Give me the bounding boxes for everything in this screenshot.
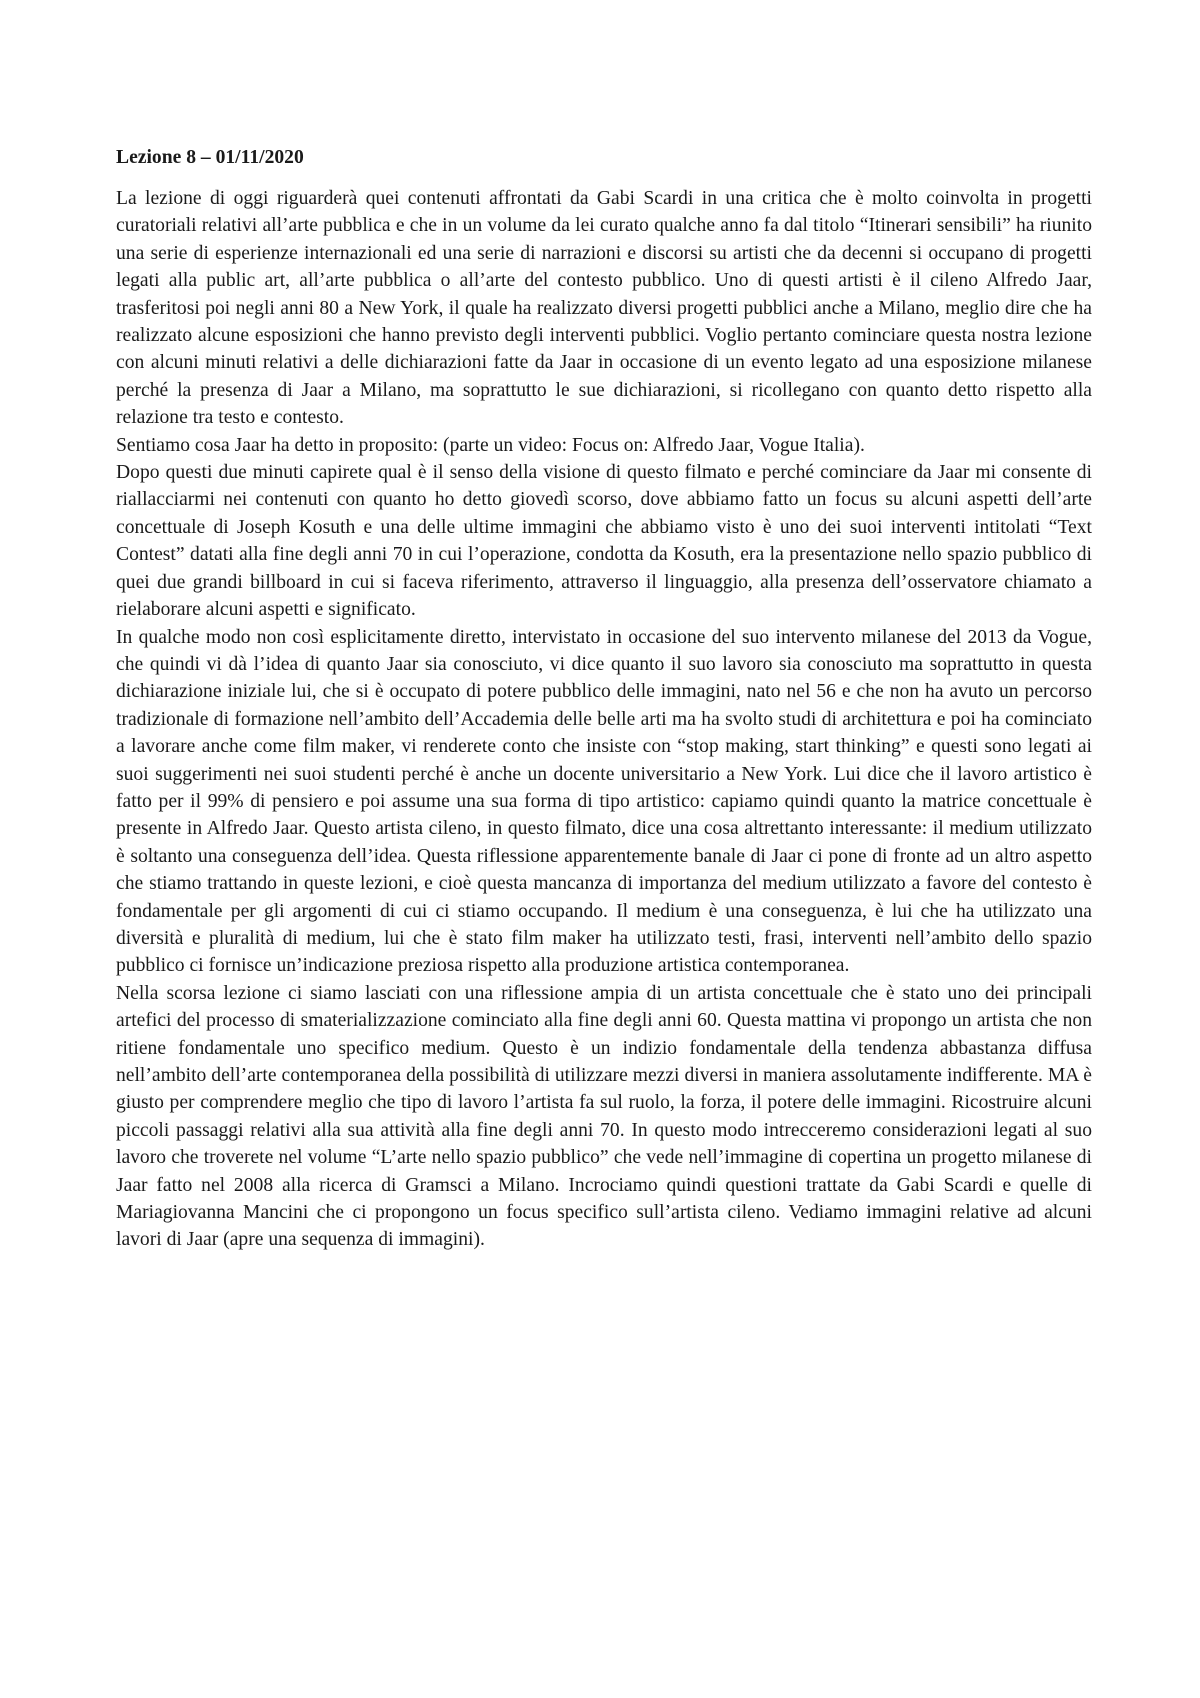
- paragraph-kosuth: Dopo questi due minuti capirete qual è il senso della visione di questo filmato e perché cominciare da Jaar mi consente di riallacciarmi nei contenuti con quanto ho detto giovedì scorso, dove abbiamo fatto un focus su alcuni aspetti dell’arte concettuale di Joseph Kosuth e una delle ultime immagini che abbiamo visto è uno dei suoi interventi intitolati “Text Contest” datati alla fine degli anni 70 in cui l’operazione, condotta da Kosuth, era la presentazione nello spazio pubblico di quei due grandi billboard in cui si faceva riferimento, attraverso il linguaggio, alla presenza dell’osservatore chiamato a rielaborare alcuni aspetti e significato.: [116, 462, 1092, 621]
- paragraph-video-note: Sentiamo cosa Jaar ha detto in proposito: (parte un video: Focus on: Alfredo Jaar, Vogue Italia).: [116, 434, 865, 456]
- document-body: [116, 144, 1092, 1254]
- paragraph-intro: La lezione di oggi riguarderà quei contenuti affrontati da Gabi Scardi in una critica che è molto coinvolta in progetti curatoriali relativi all’arte pubblica e che in un volume da lei curato qualche anno fa dal titolo “Itinerari sensibili” ha riunito una serie di esperienze internazionali ed una serie di narrazioni e discorsi su artisti che da decenni si occupano di progetti legati alla public art, all’arte pubblica o all’arte del contesto pubblico. Uno di questi artisti è il cileno Alfredo Jaar, trasferitosi poi negli anni 80 a New York, il quale ha realizzato diversi progetti pubblici anche a Milano, meglio dire che ha realizzato alcune esposizioni che hanno previsto degli interventi pubblici. Voglio pertanto cominciare questa nostra lezione con alcuni minuti relativi a delle dichiarazioni fatte da Jaar in occasione di un evento legato ad una esposizione milanese perché la presenza di Jaar a Milano, ma soprattutto le sue dichiarazioni, si ricollegano con quanto detto rispetto alla relazione tra testo e contesto.: [116, 188, 1092, 429]
- paragraph-previous-lesson: Nella scorsa lezione ci siamo lasciati con una riflessione ampia di un artista concettuale che è stato uno dei principali artefici del processo di smaterializzazione cominciato alla fine degli anni 60. Questa mattina vi propongo un artista che non ritiene fondamentale uno specifico medium. Questo è un indizio fondamentale della tendenza abbastanza diffusa nell’ambito dell’arte contemporanea della possibilità di utilizzare mezzi diversi in maniera assolutamente indifferente. MA è giusto per comprendere meglio che tipo di lavoro l’artista fa sul ruolo, la forza, il potere delle immagini. Ricostruire alcuni piccoli passaggi relativi alla sua attività alla fine degli anni 70. In questo modo intrecceremo considerazioni legati al suo lavoro che troverete nel volume “L’arte nello spazio pubblico” che vede nell’immagine di copertina un progetto milanese di Jaar fatto nel 2008 alla ricerca di Gramsci a Milano. Incrociamo quindi questioni trattate da Gabi Scardi e quelle di Mariagiovanna Mancini che ci propongono un focus specifico sull’artista cileno. Vediamo immagini relative ad alcuni lavori di Jaar (apre una sequenza di immagini).: [116, 982, 1092, 1251]
- paragraph-vogue-interview: In qualche modo non così esplicitamente diretto, intervistato in occasione del suo intervento milanese del 2013 da Vogue, che quindi vi dà l’idea di quanto Jaar sia conosciuto, vi dice quanto il suo lavoro sia conosciuto ma soprattutto in questa dichiarazione iniziale lui, che si è occupato di potere pubblico delle immagini, nato nel 56 e che non ha avuto un percorso tradizionale di formazione nell’ambito dell’Accademia delle belle arti ma ha svolto studi di architettura e poi ha cominciato a lavorare anche come film maker, vi renderete conto che insiste con “stop making, start thinking” e questi sono legati ai suoi suggerimenti nei suoi studenti perché è anche un docente universitario a New York. Lui dice che il lavoro artistico è fatto per il 99% di pensiero e poi assume una sua forma di tipo artistico: capiamo quindi quanto la matrice concettuale è presente in Alfredo Jaar. Questo artista cileno, in questo filmato, dice una cosa altrettanto interessante: il medium utilizzato è soltanto una conseguenza dell’idea. Questa riflessione apparentemente banale di Jaar ci pone di fronte ad un altro aspetto che stiamo trattando in queste lezioni, e cioè questa mancanza di importanza del medium utilizzato a favore del contesto è fondamentale per gli argomenti di cui ci stiamo occupando. Il medium è una conseguenza, è lui che ha utilizzato una diversità e pluralità di medium, lui che è stato film maker ha utilizzato testi, frasi, interventi nell’ambito dello spazio pubblico ci fornisce un’indicazione preziosa rispetto alla produzione artistica contemporanea.: [116, 626, 1092, 977]
- lesson-title: Lezione 8 – 01/11/2020: [116, 147, 304, 168]
